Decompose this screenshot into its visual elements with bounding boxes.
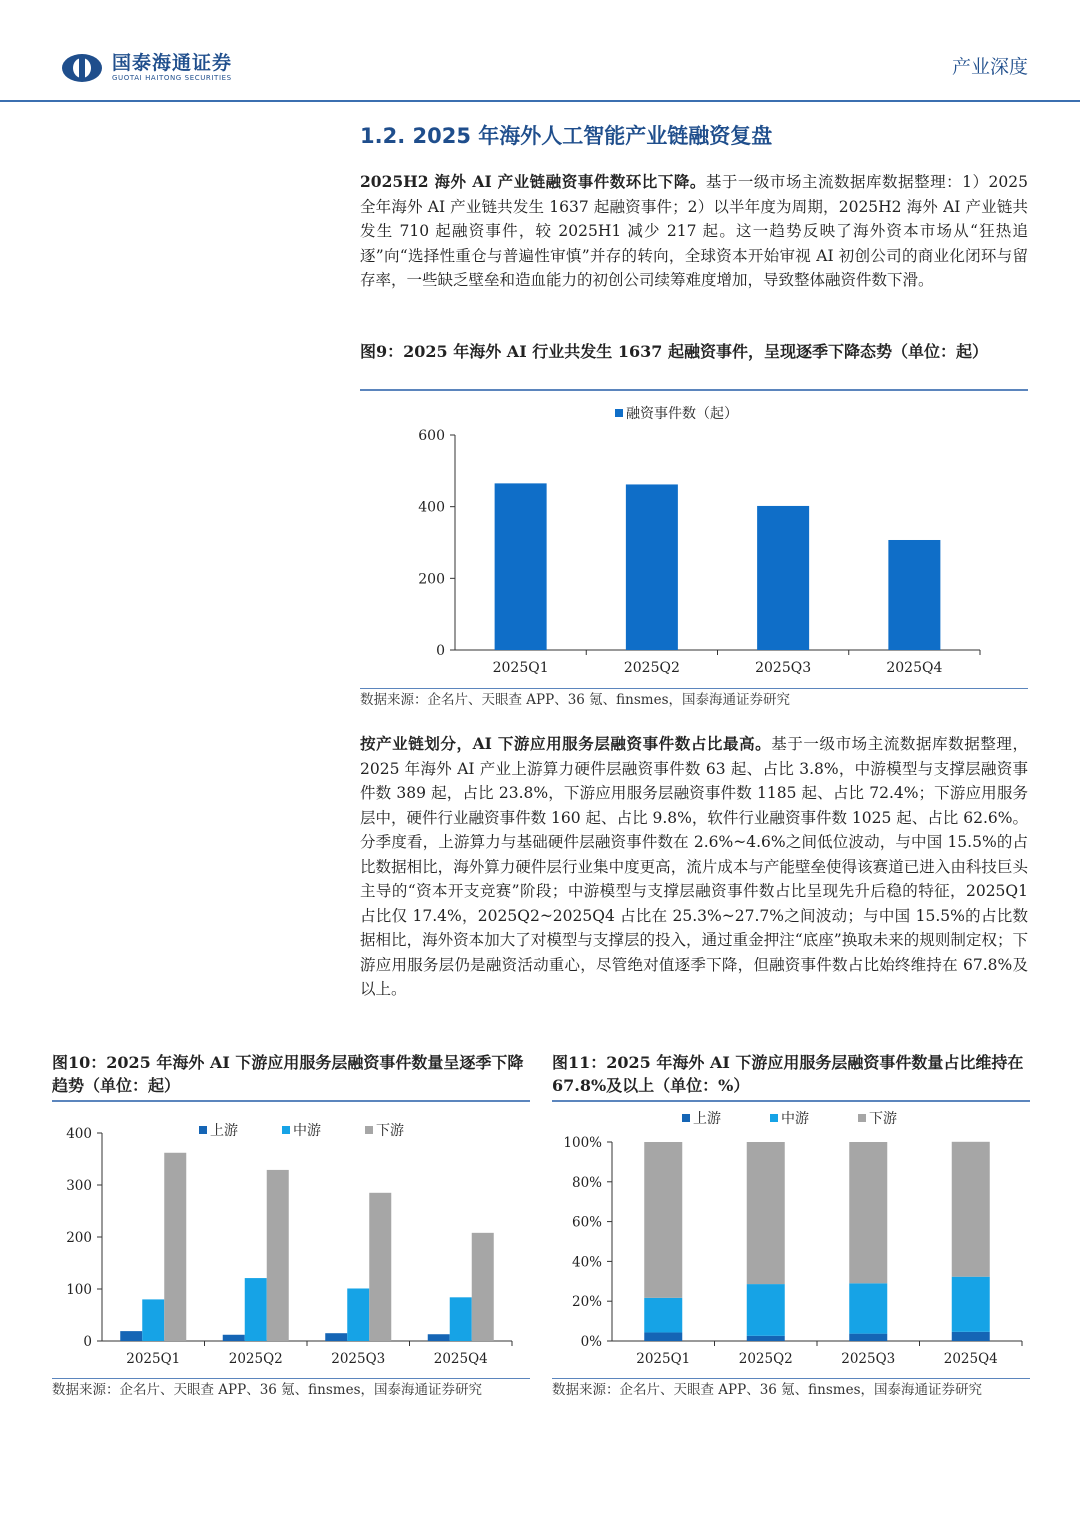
bar: [164, 1153, 186, 1341]
x-tick-label: 2025Q3: [841, 1351, 896, 1367]
stacked-bar-segment: [644, 1142, 682, 1298]
legend-label: 上游: [693, 1111, 721, 1127]
stacked-bar-segment: [849, 1334, 887, 1341]
x-tick-label: 2025Q4: [433, 1351, 488, 1367]
company-logo: [60, 52, 232, 84]
bar: [472, 1233, 494, 1341]
figure-9-chart: [360, 395, 1028, 685]
y-tick-label: 20%: [571, 1294, 602, 1311]
figure-9-source: 数据来源：企名片、天眼查 APP、36 氪、finsmes，国泰海通证券研究: [360, 692, 791, 708]
x-tick-label: 2025Q4: [943, 1351, 998, 1367]
x-tick-label: 2025Q3: [331, 1351, 386, 1367]
y-tick-label: 0: [436, 643, 445, 659]
y-tick-label: 100%: [563, 1135, 602, 1151]
header-divider: [0, 100, 1080, 102]
figure-11-chart: [552, 1108, 1030, 1376]
stacked-bar-segment: [849, 1283, 887, 1333]
y-tick-label: 0%: [580, 1334, 602, 1350]
stacked-bar-segment: [644, 1332, 682, 1341]
bar: [245, 1278, 267, 1341]
legend-swatch: [282, 1126, 290, 1134]
bar: [626, 484, 678, 650]
legend-swatch: [858, 1114, 866, 1122]
x-tick-label: 2025Q3: [755, 660, 812, 676]
logo-english-name: GUOTAI HAITONG SECURITIES: [112, 74, 232, 82]
y-tick-label: 60%: [571, 1214, 602, 1231]
stacked-bar-segment: [747, 1284, 785, 1336]
logo-chinese-name: 国泰海通证券: [112, 52, 233, 74]
page-header: [0, 0, 1080, 102]
stacked-bar-segment: [644, 1298, 682, 1333]
figure-11-source: 数据来源：企名片、天眼查 APP、36 氪、finsmes，国泰海通证券研究: [552, 1382, 983, 1398]
y-tick-label: 400: [66, 1126, 92, 1142]
x-tick-label: 2025Q1: [492, 660, 549, 676]
bar: [142, 1299, 164, 1341]
paragraph-1-lead: 2025H2 海外 AI 产业链融资事件数环比下降。: [360, 172, 706, 191]
legend-swatch: [199, 1126, 207, 1134]
paragraph-1-body: 基于一级市场主流数据库数据整理：1）2025 全年海外 AI 产业链共发生 1637 起融资事件；2）以半年度为周期，2025H2 海外 AI 产业链共发生 710 起融资事件，较 2025H1 减少 217 起。这一趋势反映了海外资本市场从“狂热追逐”向“选择性重仓与普遍性审慎”并存的转向，全球资本开始审视 AI 初创公司的商业化闭环与留存率，一些缺乏壁垒和造血能力的初创公司续筹难度增加，导致整体融资件数下滑。: [360, 173, 1028, 289]
figure-11-source-rule: [552, 1378, 1030, 1379]
section-title: 1.2. 2025 年海外人工智能产业链融资复盘: [360, 124, 773, 148]
y-tick-label: 40%: [571, 1254, 602, 1271]
bar: [888, 540, 940, 650]
stacked-bar-segment: [952, 1277, 990, 1332]
bar: [428, 1334, 450, 1341]
legend-label: 下游: [869, 1111, 897, 1127]
y-tick-label: 0: [83, 1334, 92, 1350]
figure-10-source-rule: [52, 1378, 530, 1379]
logo-mark-icon: [60, 52, 104, 84]
stacked-bar-segment: [747, 1142, 785, 1284]
stacked-bar-segment: [952, 1142, 990, 1277]
bar: [757, 506, 809, 650]
legend-label: 中游: [293, 1123, 321, 1139]
stacked-bar-segment: [952, 1332, 990, 1341]
legend-swatch: [615, 409, 623, 417]
y-tick-label: 200: [418, 571, 445, 588]
figure-11-title: 图11：2025 年海外 AI 下游应用服务层融资事件数量占比维持在 67.8%及以上（单位：%）: [552, 1053, 1024, 1095]
bar: [369, 1193, 391, 1341]
paragraph-2-body: 基于一级市场主流数据库数据整理，2025 年海外 AI 产业上游算力硬件层融资事件数 63 起、占比 3.8%，中游模型与支撑层融资事件数 389 起，占比 23.8%，下游应用服务层融资事件数 1185 起、占比 72.4%；下游应用服务层中，硬件行业融资事件数 160 起、占比 9.8%，软件行业融资事件数 1025 起、占比 62.6%。分季度看，上游算力与基础硬件层融资事件数在 2.6%~4.6%之间低位波动，与中国 15.5%的占比数据相比，海外算力硬件层行业集中度更高，流片成本与产能壁垒使得该赛道已进入由科技巨头主导的“资本开支竞赛”阶段；中游模型与支撑层融资事件数占比呈现先升后稳的特征，2025Q1 占比仅 17.4%，2025Q2~2025Q4 占比在 25.3%~27.7%之间波动；与中国 15.5%的占比数据相比，海外资本加大了对模型与支撑层的投入，通过重金押注“底座”换取未来的规则制定权；下游应用服务层仍是融资活动重心，尽管绝对值逐季下降，但融资事件数占比始终维持在 67.8%及以上。: [360, 735, 1028, 998]
x-tick-label: 2025Q4: [886, 660, 943, 676]
x-tick-label: 2025Q1: [126, 1351, 181, 1367]
bar: [120, 1331, 142, 1341]
legend-swatch: [682, 1114, 690, 1122]
y-tick-label: 300: [66, 1178, 92, 1194]
figure-9-title: 图9：2025 年海外 AI 行业共发生 1637 起融资事件，呈现逐季下降态势（单位：起）: [360, 342, 988, 361]
y-tick-label: 600: [418, 428, 445, 444]
bar: [267, 1170, 289, 1341]
figure-9-source-rule: [360, 688, 1028, 689]
legend-label: 上游: [210, 1123, 238, 1139]
bar: [347, 1288, 369, 1341]
bar: [325, 1333, 347, 1341]
legend-swatch: [365, 1126, 373, 1134]
figure-10-chart: [52, 1108, 530, 1376]
legend-label: 中游: [781, 1111, 809, 1127]
figure-10-source: 数据来源：企名片、天眼查 APP、36 氪、finsmes，国泰海通证券研究: [52, 1382, 483, 1398]
legend-label: 融资事件数（起）: [626, 406, 738, 422]
x-tick-label: 2025Q2: [623, 660, 680, 676]
y-tick-label: 200: [66, 1230, 92, 1246]
bar: [495, 483, 547, 650]
x-tick-label: 2025Q1: [636, 1351, 691, 1367]
x-tick-label: 2025Q2: [738, 1351, 793, 1367]
y-tick-label: 80%: [571, 1174, 602, 1191]
report-type-tag: 产业深度: [951, 56, 1028, 78]
stacked-bar-segment: [849, 1142, 887, 1283]
stacked-bar-segment: [747, 1336, 785, 1341]
paragraph-2-lead: 按产业链划分，AI 下游应用服务层融资事件数占比最高。: [360, 734, 772, 753]
figure-10-title-rule: [52, 1100, 530, 1102]
y-tick-label: 100: [66, 1282, 92, 1298]
y-tick-label: 400: [418, 499, 445, 516]
legend-label: 下游: [376, 1123, 404, 1139]
figure-9-title-rule: [360, 389, 1028, 391]
x-tick-label: 2025Q2: [228, 1351, 283, 1367]
figure-10-title: 图10：2025 年海外 AI 下游应用服务层融资事件数量呈逐季下降趋势（单位：起）: [52, 1053, 524, 1095]
paragraph-1: [360, 170, 1028, 293]
legend-swatch: [770, 1114, 778, 1122]
figure-11-title-rule: [552, 1100, 1030, 1102]
bar: [450, 1297, 472, 1341]
bar: [223, 1335, 245, 1341]
paragraph-2: [360, 732, 1028, 1002]
